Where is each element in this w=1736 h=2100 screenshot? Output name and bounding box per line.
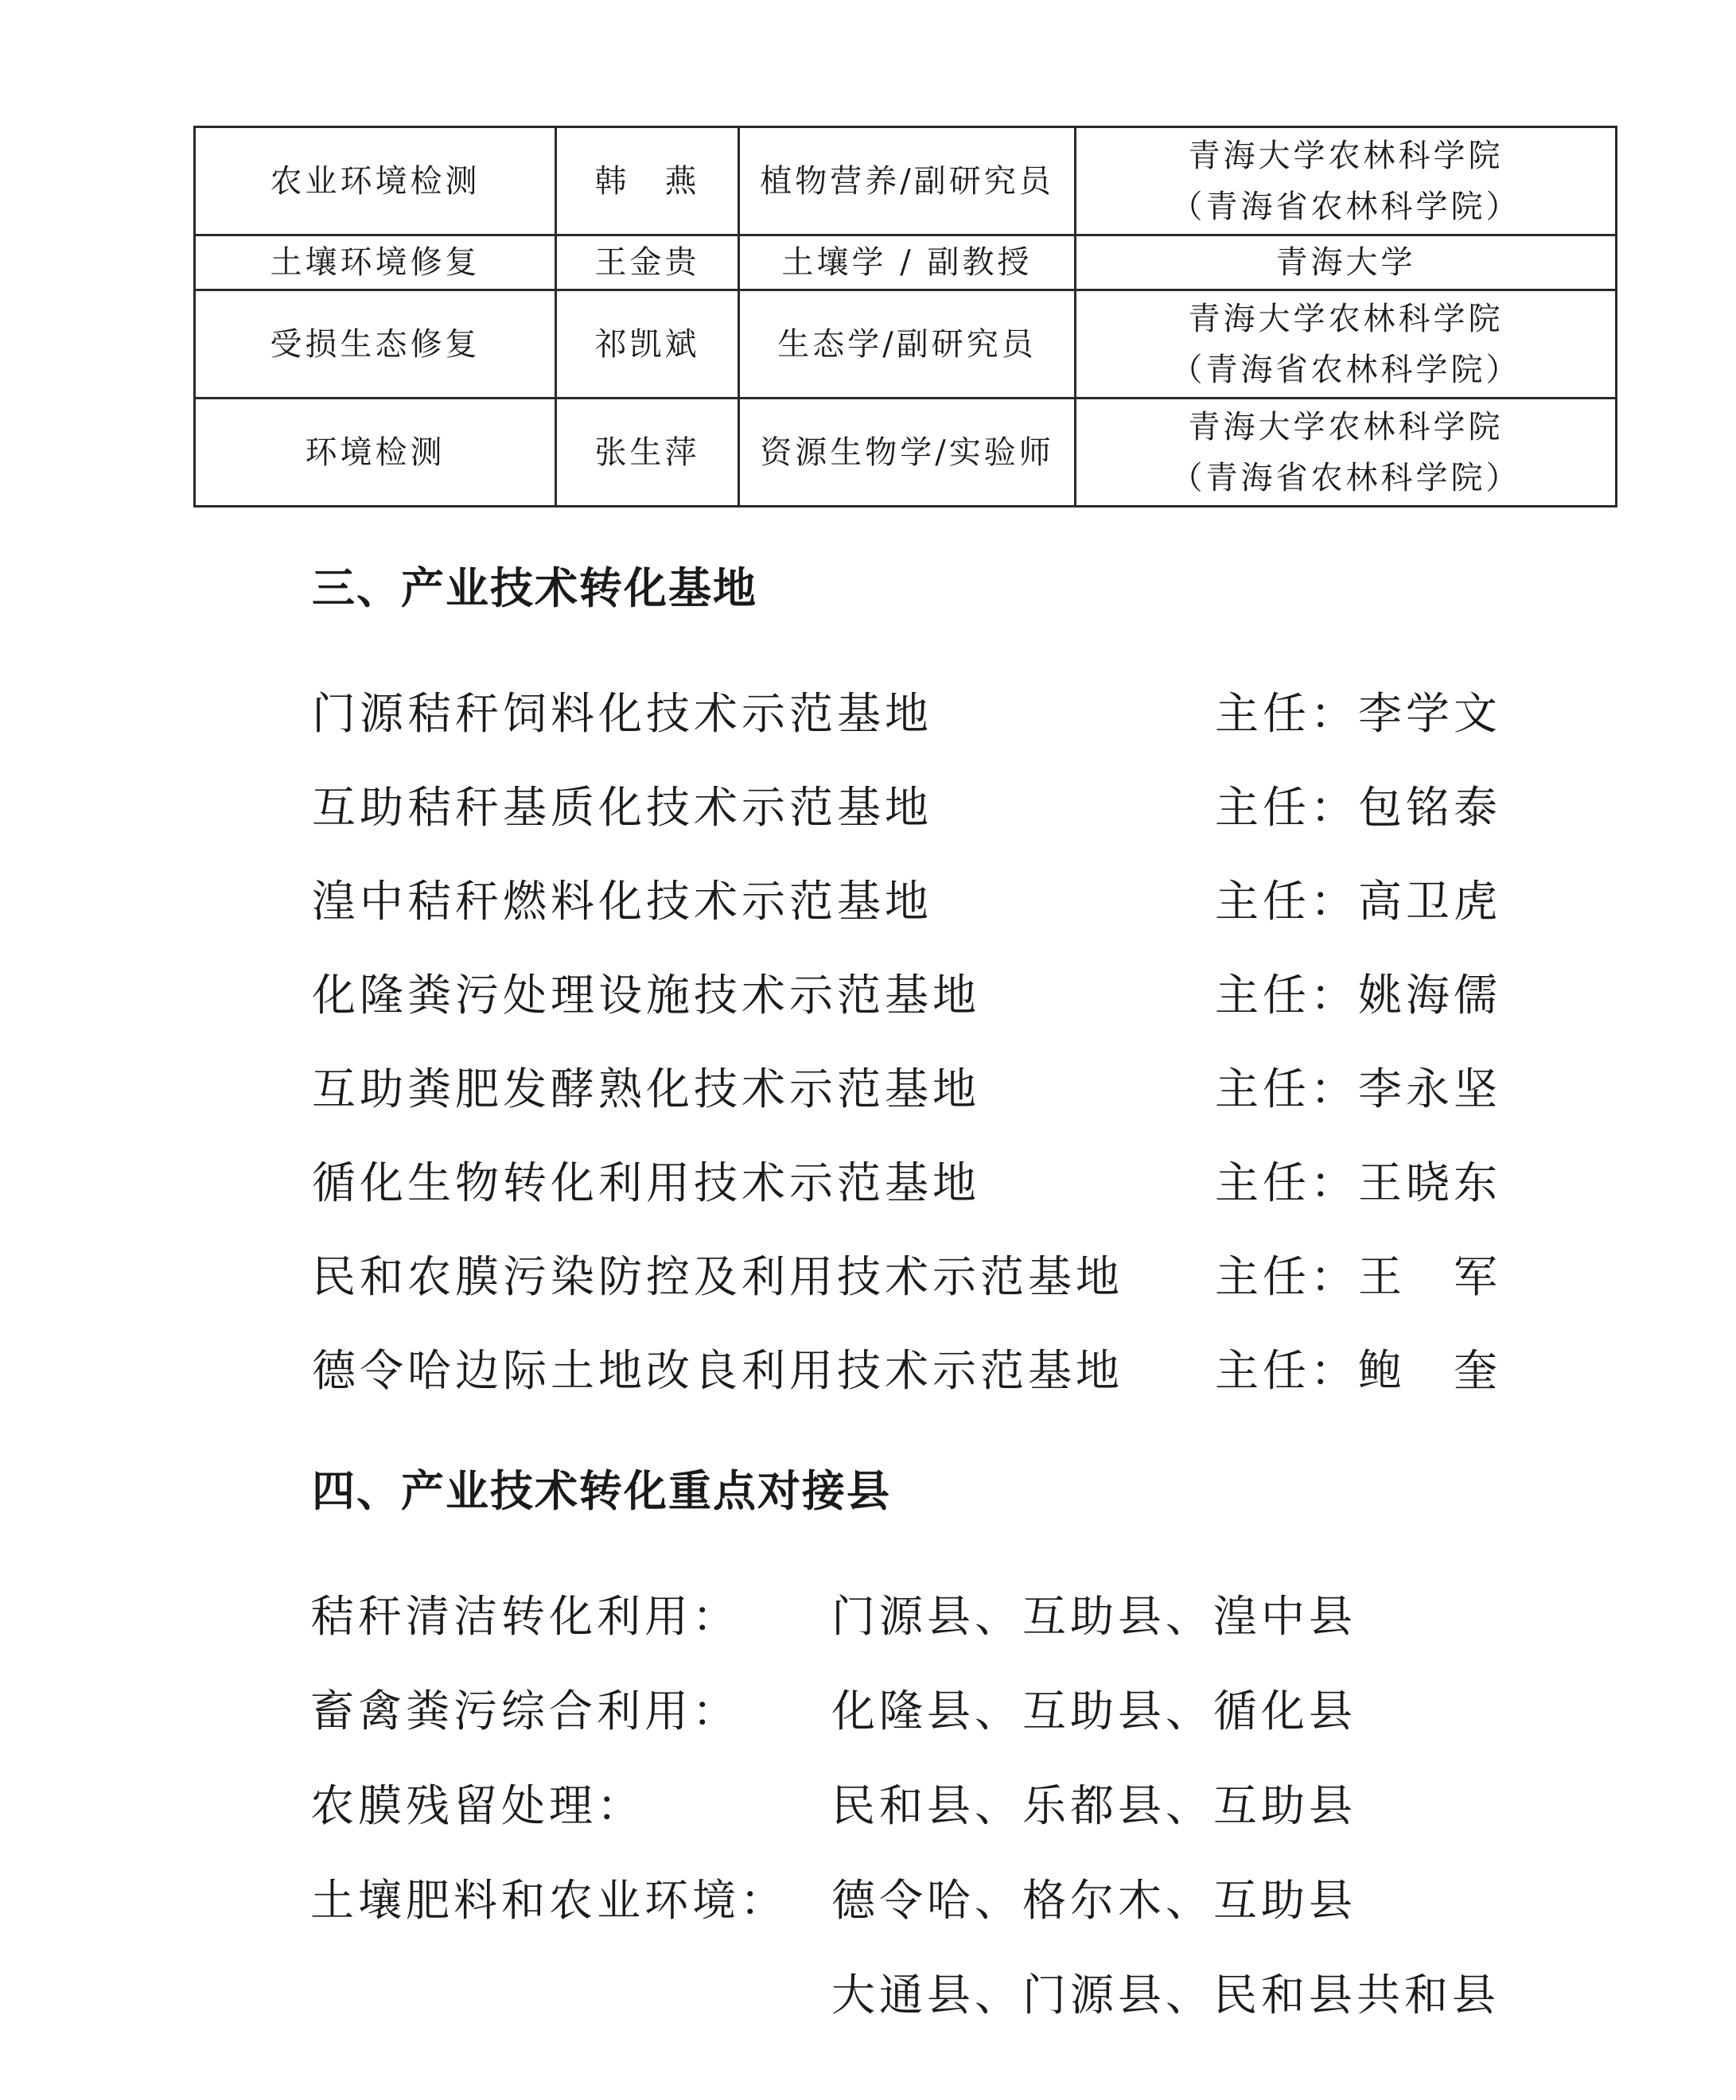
county-category: 秸秆清洁转化利用： xyxy=(310,1591,741,1642)
field-cell: 土壤环境修复 xyxy=(195,235,556,290)
base-director: 主任：鲍 奎 xyxy=(1215,1345,1502,1396)
org-cell xyxy=(1076,127,1617,235)
table-row xyxy=(195,127,1617,235)
base-name: 德令哈边际土地改良利用技术示范基地 xyxy=(312,1345,1124,1396)
base-director: 主任：李永坚 xyxy=(1215,1064,1502,1114)
county-category: 土壤肥料和农业环境： xyxy=(310,1875,788,1926)
county-category: 农膜残留处理： xyxy=(310,1780,645,1831)
title-cell: 资源生物学/实验师 xyxy=(739,399,1076,507)
table-row xyxy=(195,235,1617,290)
list-item xyxy=(310,1948,1583,2043)
org-line: （青海省农林科学院） xyxy=(1170,188,1521,225)
title-cell: 植物营养/副研究员 xyxy=(739,127,1076,235)
list-item xyxy=(310,1664,1583,1759)
field-cell: 农业环境检测 xyxy=(195,127,556,235)
county-names: 大通县、门源县、民和县共和县 xyxy=(831,1970,1501,2020)
name-cell: 祁凯斌 xyxy=(556,290,739,399)
title-cell: 生态学/副研究员 xyxy=(739,290,1076,399)
list-item xyxy=(312,667,1505,760)
list-item xyxy=(310,1569,1583,1664)
base-name: 互助秸秆基质化技术示范基地 xyxy=(312,782,933,833)
base-director: 主任：包铭泰 xyxy=(1215,782,1502,833)
field-cell: 受损生态修复 xyxy=(195,290,556,399)
name-cell: 韩 燕 xyxy=(556,127,739,235)
org-line: 青海大学农林科学院 xyxy=(1188,137,1504,174)
county-category: 畜禽粪污综合利用： xyxy=(310,1686,741,1736)
list-item xyxy=(312,1324,1505,1418)
list-item xyxy=(310,1853,1583,1948)
base-list xyxy=(312,667,1505,1418)
field-cell: 环境检测 xyxy=(195,399,556,507)
section-heading-counties: 四、产业技术转化重点对接县 xyxy=(312,1466,891,1516)
base-name: 民和农膜污染防控及利用技术示范基地 xyxy=(312,1251,1124,1302)
title-cell: 土壤学 / 副教授 xyxy=(739,235,1076,290)
base-name: 互助粪肥发酵熟化技术示范基地 xyxy=(312,1064,981,1114)
table-row xyxy=(195,399,1617,507)
org-cell xyxy=(1076,399,1617,507)
org-cell xyxy=(1076,235,1617,290)
county-names: 化隆县、互助县、循化县 xyxy=(831,1686,1357,1736)
org-line: 青海大学农林科学院 xyxy=(1188,408,1504,445)
list-item xyxy=(312,760,1505,854)
name-cell: 王金贵 xyxy=(556,235,739,290)
base-director: 主任：王晓东 xyxy=(1215,1157,1502,1208)
list-item xyxy=(310,1759,1583,1853)
base-director: 主任：王 军 xyxy=(1215,1251,1502,1302)
org-line: 青海大学 xyxy=(1275,244,1416,281)
base-name: 化隆粪污处理设施技术示范基地 xyxy=(312,970,981,1021)
list-item xyxy=(312,1042,1505,1136)
org-line: （青海省农林科学院） xyxy=(1170,459,1521,496)
table-row xyxy=(195,290,1617,399)
base-director: 主任：姚海儒 xyxy=(1215,970,1502,1021)
base-director: 主任：李学文 xyxy=(1215,688,1502,739)
expert-table xyxy=(193,126,1617,508)
county-names: 门源县、互助县、湟中县 xyxy=(831,1591,1357,1642)
list-item xyxy=(312,854,1505,948)
base-name: 门源秸秆饲料化技术示范基地 xyxy=(312,688,933,739)
org-cell xyxy=(1076,290,1617,399)
base-director: 主任：高卫虎 xyxy=(1215,876,1502,927)
name-cell: 张生萍 xyxy=(556,399,739,507)
org-line: 青海大学农林科学院 xyxy=(1188,300,1504,337)
base-name: 湟中秸秆燃料化技术示范基地 xyxy=(312,876,933,927)
list-item xyxy=(312,1136,1505,1230)
org-line: （青海省农林科学院） xyxy=(1170,351,1521,388)
list-item xyxy=(312,1230,1505,1324)
list-item xyxy=(312,948,1505,1042)
section-heading-bases: 三、产业技术转化基地 xyxy=(312,563,757,613)
county-list xyxy=(310,1569,1583,2043)
county-names: 民和县、乐都县、互助县 xyxy=(831,1780,1357,1831)
base-name: 循化生物转化利用技术示范基地 xyxy=(312,1157,981,1208)
county-names: 德令哈、格尔木、互助县 xyxy=(831,1875,1357,1926)
